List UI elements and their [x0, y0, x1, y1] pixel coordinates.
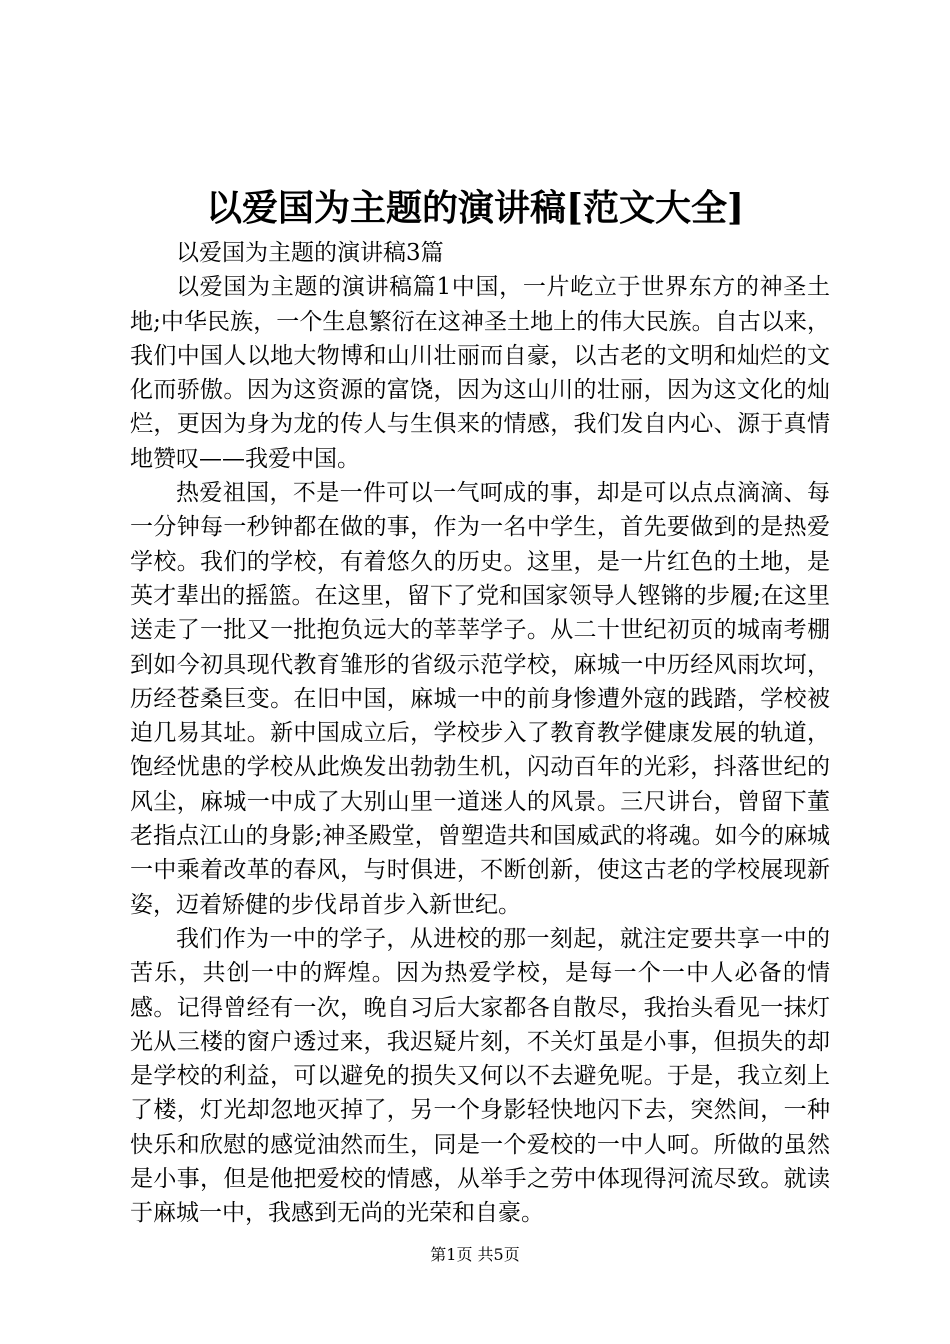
document-subtitle: 以爱国为主题的演讲稿3篇 [176, 240, 444, 266]
document-body [130, 236, 830, 1231]
paragraph-1: 以爱国为主题的演讲稿篇1中国，一片屹立于世界东方的神圣土地;中华民族，一个生息繁衍在这神圣土地上的伟大民族。自古以来，我们中国人以地大物博和山川壮丽而自豪，以古老的文明和灿烂的文化而骄傲。因为这资源的富饶，因为这山川的壮丽，因为这文化的灿烂，更因为身为龙的传人与生俱来的情感，我们发自内心、源于真情地赞叹——我爱中国。 [130, 274, 830, 472]
page-number-footer: 第1页 共5页 [430, 1245, 520, 1264]
document-title: 以爱国为主题的演讲稿[范文大全] [205, 187, 745, 229]
paragraph-3: 我们作为一中的学子，从进校的那一刻起，就注定要共享一中的苦乐，共创一中的辉煌。因为热爱学校，是每一个一中人必备的情感。记得曾经有一次，晚自习后大家都各自散尽，我抬头看见一抹灯光从三楼的窗户透过来，我迟疑片刻，不关灯虽是小事，但损失的却是学校的利益，可以避免的损失又何以不去避免呢。于是，我立刻上了楼，灯光却忽地灭掉了，另一个身影轻快地闪下去，突然间，一种快乐和欣慰的感觉油然而生，同是一个爱校的一中人呵。所做的虽然是小事，但是他把爱校的情感，从举手之劳中体现得河流尽致。就读于麻城一中，我感到无尚的光荣和自豪。 [130, 925, 830, 1227]
paragraph-2: 热爱祖国，不是一件可以一气呵成的事，却是可以点点滴滴、每一分钟每一秒钟都在做的事，作为一名中学生，首先要做到的是热爱学校。我们的学校，有着悠久的历史。这里，是一片红色的土地，是英才辈出的摇篮。在这里，留下了党和国家领导人铿锵的步履;在这里送走了一批又一批抱负远大的莘莘学子。从二十世纪初页的城南考棚到如今初具现代教育雏形的省级示范学校，麻城一中历经风雨坎坷，历经苍桑巨变。在旧中国，麻城一中的前身惨遭外寇的践踏，学校被迫几易其址。新中国成立后，学校步入了教育教学健康发展的轨道，饱经忧患的学校从此焕发出勃勃生机，闪动百年的光彩，抖落世纪的风尘，麻城一中成了大别山里一道迷人的风景。三尺讲台，曾留下董老指点江山的身影;神圣殿堂，曾塑造共和国威武的将魂。如今的麻城一中乘着改革的春风，与时俱进，不断创新，使这古老的学校展现新姿，迈着矫健的步伐昂首步入新世纪。 [130, 480, 830, 918]
